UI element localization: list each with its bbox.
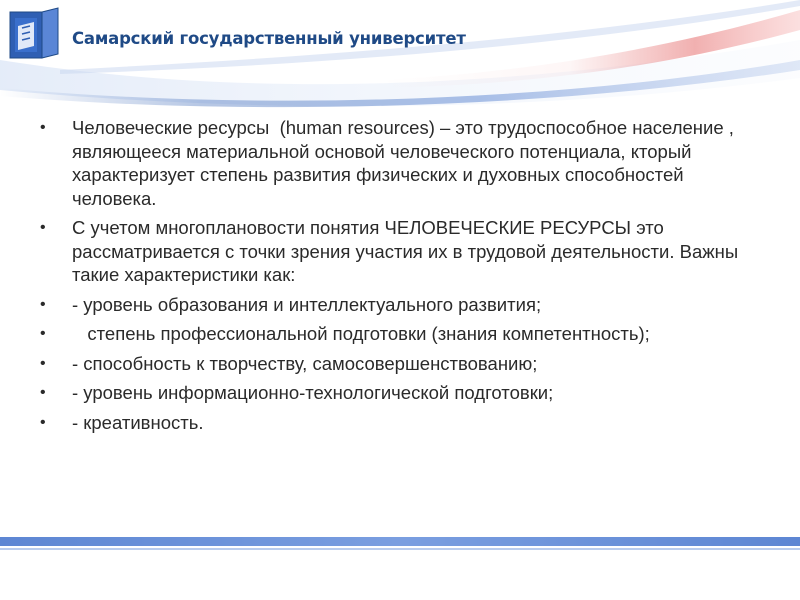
list-item-text: степень профессиональной подготовки (знания компетентность);: [72, 323, 650, 344]
university-title: Самарский государственный университет: [72, 29, 466, 48]
list-item-text: - уровень информационно-технологической подготовки;: [72, 382, 554, 403]
list-item: [40, 216, 760, 287]
bullet-marker: •: [40, 119, 46, 136]
list-item: [40, 352, 760, 376]
list-item: [40, 293, 760, 317]
list-item: [40, 322, 760, 346]
bullet-marker: •: [40, 325, 46, 342]
bullet-list: [40, 116, 760, 440]
list-item: [40, 116, 760, 210]
list-item-text: - способность к творчеству, самосовершенствованию;: [72, 352, 538, 374]
university-logo-icon: [8, 6, 60, 66]
bullet-marker: •: [40, 219, 46, 236]
header-swoosh-decoration: [0, 0, 800, 110]
bullet-marker: •: [40, 295, 46, 313]
list-item-text: С учетом многоплановости понятия ЧЕЛОВЕЧЕСКИЕ РЕСУРСЫ это рассматривается с точки зрения участия их в трудовой деятельности. Важны такие характеристики как:: [72, 217, 744, 285]
list-item-text: Человеческие ресурсы (human resources) – это трудоспособное население , являющееся материальной основой человеческого потенциала, кторый характеризует степень развития физических и духовных способностей человека.: [72, 117, 740, 209]
list-item: [40, 411, 760, 435]
footer-band: [0, 537, 800, 546]
bullet-marker: •: [40, 354, 46, 372]
slide-header: [0, 0, 800, 110]
bullet-marker: •: [40, 384, 46, 401]
bullet-marker: •: [40, 413, 46, 431]
footer-divider: [0, 548, 800, 550]
list-item-text: - уровень образования и интеллектуального развития;: [72, 293, 542, 315]
list-item: [40, 381, 760, 405]
list-item-text: - креативность.: [72, 411, 204, 433]
